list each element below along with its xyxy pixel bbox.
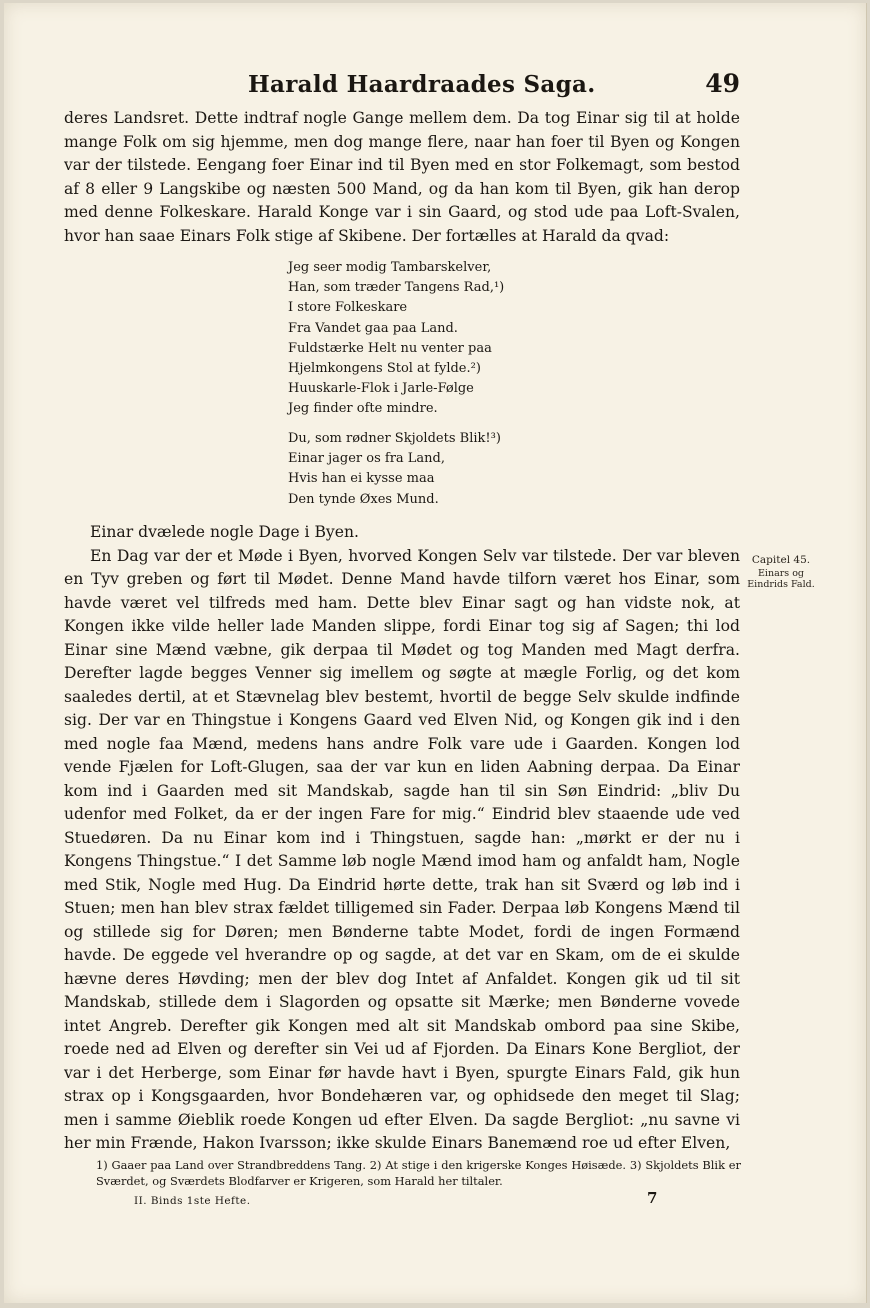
body-text-top (64, 107, 740, 248)
poem-line: Hvis han ei kysse maa (288, 471, 435, 487)
page-number: 49 (705, 69, 740, 98)
book-page (4, 3, 867, 1303)
margin-note-chapter: Capitel 45. (751, 554, 811, 566)
paragraph-main: En Dag var der et Møde i Byen, hvorved Kongen Selv var tilstede. Der var bleven en Tyv greben og ført til Mødet. Denne Mand havde tilforn været hos Einar, som havde været vel tilfreds med ham. Dette blev Einar sagt og han vidste nok, at Kongen ikke vilde heller lade Manden slippe, fordi Einar tog sig af Sagen; thi lod Einar sine Mænd væbne, gik derpaa til Mødet og tog Manden med Magt derfra. Derefter lagde begges Venner sig imellem og søgte at mægle Forlig, og det kom saaledes dertil, at et Stævnelag blev bestemt, hvortil de begge Selv skulde indfinde sig. Der var en Thingstue i Kongens Gaard ved Elven Nid, og Kongen gik ind i den med nogle faa Mænd, medens hans andre Folk vare ude i Gaarden. Kongen lod vende Fjælen for Loft-Glugen, saa der var kun en liden Aabning derpaa. Da Einar kom ind i Gaarden med sit Mandskab, sagde han til sin Søn Eindrid: „bliv Du udenfor med Folket, da er der ingen Fare for mig.“ Eindrid blev staaende ude ved Stuedøren. Da nu Einar kom ind i Thingstuen, sagde han: „mørkt er der nu i Kongens Thingstue.“ I det Samme løb nogle Mænd imod ham og anfaldt ham, Nogle med Stik, Nogle med Hug. Da Eindrid hørte dette, trak han sit Sværd og løb ind i Stuen; men han blev strax fældet tilligemed sin Fader. Derpaa løb Kongens Mænd til og stillede sig for Døren; men Bønderne tabte Modet, fordi de ingen Formænd havde. De eggede vel hverandre op og sagde, at det var en Skam, om de ei skulde hævne deres Høvding; men der blev dog Intet af Anfaldet. Kongen gik ud til sit Mandskab, stillede dem i Slagorden og opsatte sit Mærke; men Bønderne vovede intet Angreb. Derefter gik Kongen med alt sit Mandskab ombord paa sine Skibe, roede ned ad Elven og derefter sin Vei ud af Fjorden. Da Einars Kone Bergliot, der var i det Herberge, som Einar før havde havt i Byen, spurgte Einars Fald, gik hun strax op i Kongsgaarden, hvor Bondehæren var, og ophidsede den meget til Slag; men i samme Øieblik roede Kongen ud efter Elven. Da sagde Bergliot: „nu savne vi her min Frænde, Hakon Ivarsson; ikke skulde Einars Banemænd roe ud efter Elven, (64, 546, 740, 1152)
poem-line: Fuldstærke Helt nu venter paa (288, 340, 492, 356)
footnote-rule (64, 1147, 184, 1148)
signature-mark: II. Binds 1ste Hefte. (134, 1195, 251, 1207)
poem-line: Du, som rødner Skjoldets Blik!³) (288, 431, 501, 446)
paragraph-intro: deres Landsret. Dette indtraf nogle Gange mellem dem. Da tog Einar sig til at holde mange Folk om sig hjemme, men dog mange flere, naar han foer til Byen og Kongen var der tilstede. Eengang foer Einar ind til Byen med en stor Folkemagt, som bestod af 8 eller 9 Langskibe og næsten 500 Mand, og da han kom til Byen, gik han derop med denne Folkeskare. Harald Konge var i sin Gaard, og stod ude paa Loft-Svalen, hvor han saae Einars Folk stige af Skibene. Der fortælles at Harald da qvad: (64, 109, 740, 245)
margin-note (740, 555, 822, 590)
poem-line: Huuskarle-Flok i Jarle-Følge (288, 381, 474, 397)
poem-line: I store Folkeskare (288, 300, 408, 316)
body-text-main (64, 521, 740, 1156)
sheet-number: 7 (647, 1189, 658, 1207)
poem-line: Den tynde Øxes Mund. (288, 491, 439, 507)
poem-line: Hjelmkongens Stol at fylde.²) (288, 361, 481, 377)
poem-stanza-2 (288, 429, 588, 510)
poem-line: Han, som træder Tangens Rad,¹) (288, 280, 505, 296)
page-header (64, 69, 740, 103)
running-title: Harald Haardraades Saga. (248, 71, 596, 98)
paragraph-dvaelede: Einar dvælede nogle Dage i Byen. (90, 523, 359, 541)
poem-line: Fra Vandet gaa paa Land. (288, 320, 458, 336)
margin-note-text: Einars og Eindrids Fald. (747, 568, 815, 590)
poem-line: Einar jager os fra Land, (288, 451, 446, 467)
footnotes: 1) Gaaer paa Land over Strandbreddens Tang. 2) At stige i den krigerske Konges Høisæde. 3) Skjoldets Blik er Sværdet, og Sværdets Blodfarver er Krigeren, som Harald her tiltaler. (96, 1158, 741, 1188)
poem-line: Jeg seer modig Tambarskelver, (288, 260, 492, 275)
poem-line: Jeg finder ofte mindre. (288, 401, 438, 417)
poem-stanza-1 (288, 258, 588, 420)
